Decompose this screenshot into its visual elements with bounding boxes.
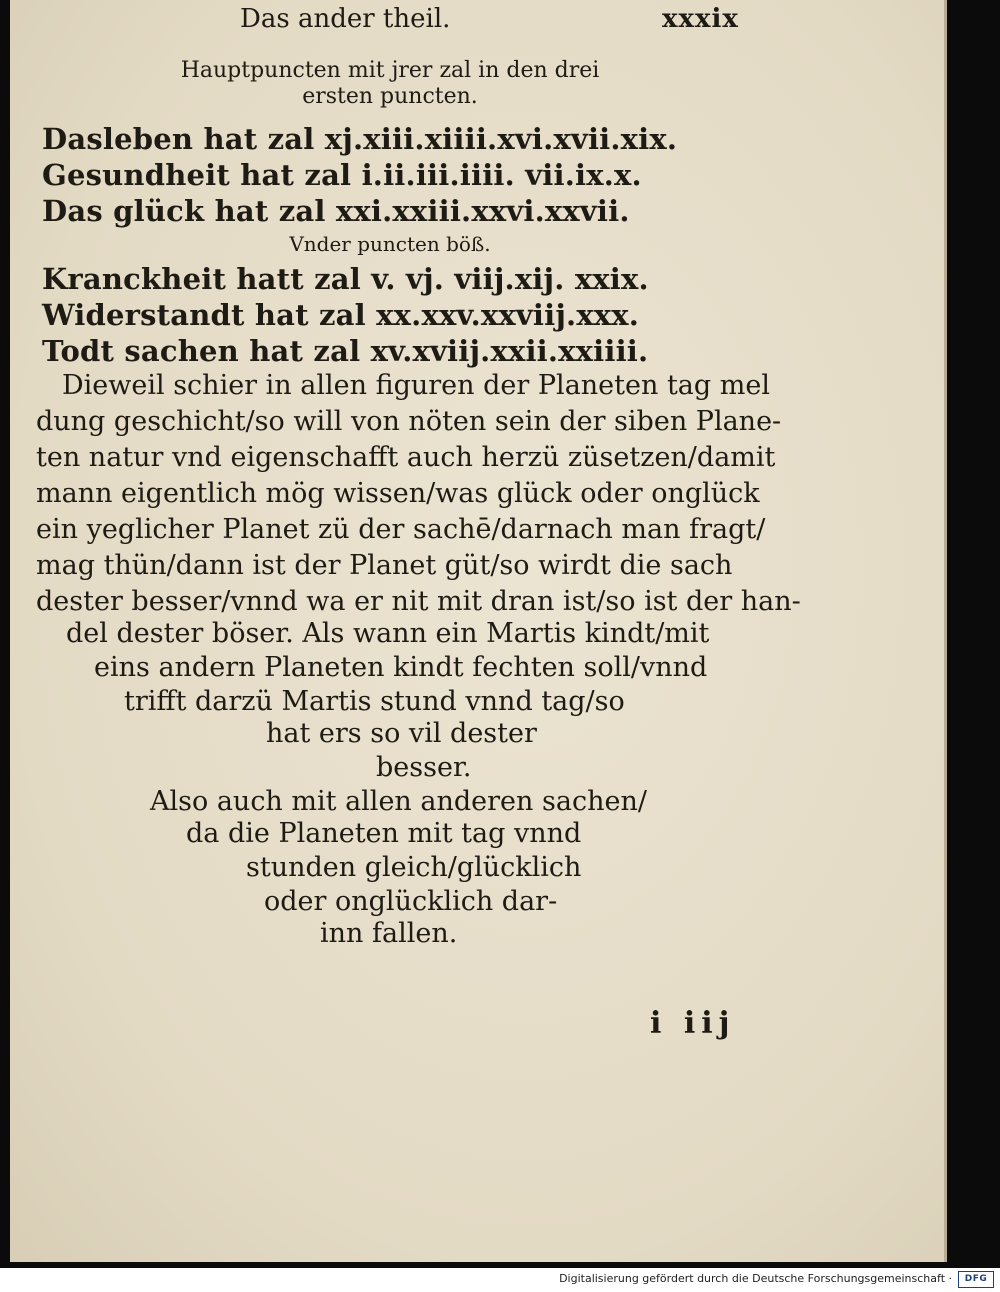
body-line: besser. <box>376 752 472 783</box>
body-line: eins andern Planeten kindt fechten soll/vnnd <box>94 652 708 683</box>
page-edge <box>944 0 947 1262</box>
bad-point-line: Widerstandt hat zal xx.xxv.xxviij.xxx. <box>42 298 640 332</box>
subheading-line-2: ersten puncten. <box>302 84 478 109</box>
body-line: da die Planeten mit tag vnnd <box>186 818 582 849</box>
body-line: inn fallen. <box>320 918 458 949</box>
dfg-logo-icon[interactable]: DFG <box>958 1271 994 1288</box>
body-line: ein yeglicher Planet zü der sachē/darnach man fragt/ <box>36 514 766 545</box>
signature-mark: i iij <box>650 1006 736 1041</box>
bad-points-heading: Vnder puncten böß. <box>289 232 491 256</box>
body-line: stunden gleich/glücklich <box>246 852 582 883</box>
body-line: trifft darzü Martis stund vnnd tag/so <box>124 686 625 717</box>
body-line: dester besser/vnnd wa er nit mit dran ist/so ist der han- <box>36 586 801 617</box>
bad-point-line: Todt sachen hat zal xv.xviij.xxii.xxiiii. <box>42 334 649 368</box>
folio-number: xxxix <box>662 4 739 34</box>
body-line: oder onglücklich dar- <box>264 886 558 917</box>
digitization-credit: Digitalisierung gefördert durch die Deutsche Forschungsgemeinschaft · <box>559 1272 952 1285</box>
good-point-line: Das glück hat zal xxi.xxiii.xxvi.xxvii. <box>42 194 630 228</box>
subheading-line-1: Hauptpuncten mit jrer zal in den drei <box>180 58 600 83</box>
body-line: Also auch mit allen anderen sachen/ <box>150 786 647 817</box>
body-line: dung geschicht/so will von nöten sein der siben Plane- <box>36 406 782 437</box>
running-head: Das ander theil. <box>240 4 451 34</box>
good-point-line: Dasleben hat zal xj.xiii.xiiii.xvi.xvii.xix. <box>42 122 678 156</box>
body-line: mann eigentlich mög wissen/was glück oder onglück <box>36 478 760 509</box>
body-line: hat ers so vil dester <box>266 718 537 749</box>
book-page <box>10 0 944 1262</box>
bad-point-line: Kranckheit hatt zal v. vj. viij.xij. xxix. <box>42 262 649 296</box>
body-line: del dester böser. Als wann ein Martis kindt/mit <box>66 618 710 649</box>
body-line: Dieweil schier in allen figuren der Planeten tag mel <box>62 370 770 401</box>
good-point-line: Gesundheit hat zal i.ii.iii.iiii. vii.ix.x. <box>42 158 642 192</box>
body-line: ten natur vnd eigenschafft auch herzü züsetzen/damit <box>36 442 776 473</box>
body-line: mag thün/dann ist der Planet güt/so wirdt die sach <box>36 550 733 581</box>
